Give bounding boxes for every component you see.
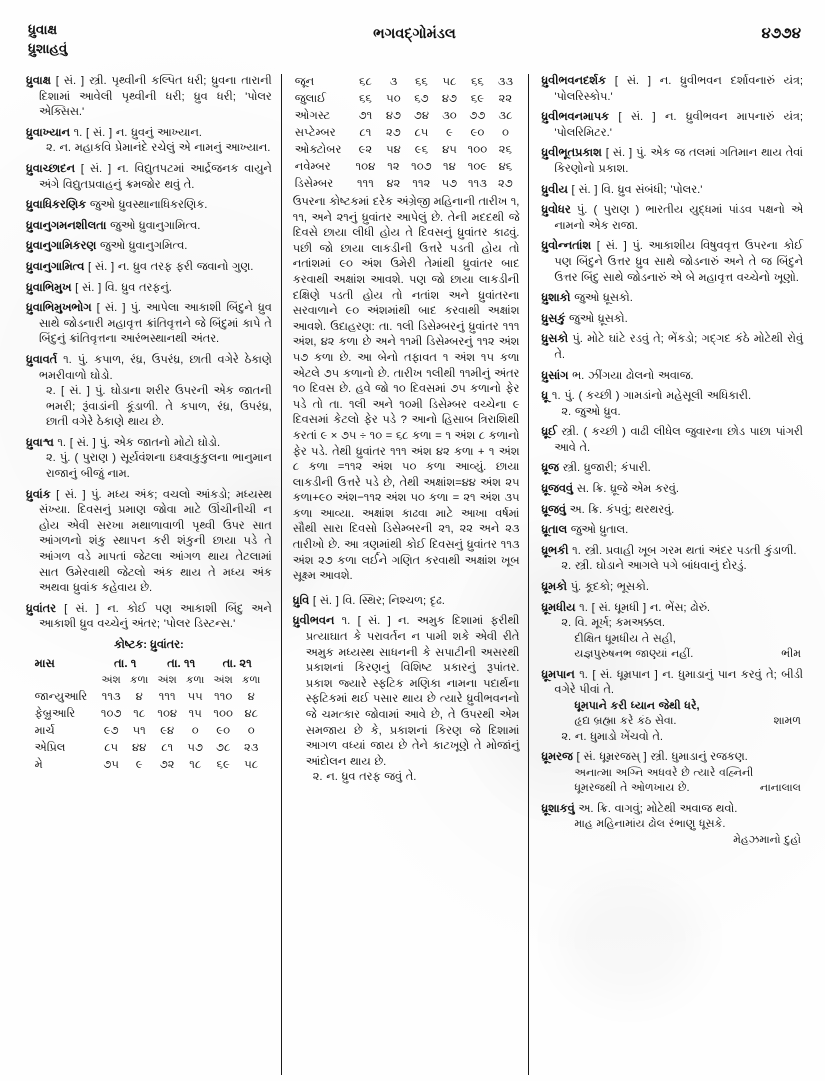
dictionary-entry (541, 110, 803, 141)
table-cell: ૪૬ (498, 161, 513, 173)
table-subheader-row (33, 673, 266, 689)
polar-distance-table (33, 656, 266, 774)
entry-definition: પું. ( પુરાણ ) ભારતીય યુદ્ધમાં પાંડવ પક્ષનો એ નામનો એક રાજા. (554, 204, 803, 232)
page-header (28, 22, 801, 70)
entry-headword: ધ્રૂજ (541, 462, 559, 475)
polar-distance-table-continued (293, 74, 520, 193)
table-caption: કોષ્ટક: ધ્રુવાંતર: (114, 639, 184, 651)
table-cell-month: નવેમ્બર (294, 161, 331, 173)
entry-definition: [ સં. ] ન. ધ્રુવ તરફ ફરી જવાનો ગુણ. (84, 260, 254, 273)
entry-sense: ૨. પું. ( પુરાણ ) સૂર્યવંશના ઇક્ષ્વાકુકુલના ભાનુમાન રાજાનું બીજું નામ. (46, 452, 272, 481)
table-cell: ૭૪ (413, 110, 429, 122)
entry-definition: જુઓ ધ્રુવાનુગમિત્વ. (96, 240, 188, 253)
table-cell: ૮૫ (414, 127, 429, 139)
entry-definition: ૧. [ સં. ] ન. ધ્રુવનું આખ્યાન. (69, 126, 202, 139)
table-cell: ૦ (247, 724, 255, 737)
column-3 (530, 74, 803, 1075)
table-cell: ૧૮ (133, 707, 146, 720)
entry-definition: પું. કૂદકો; ભૂસકો. (566, 581, 650, 594)
entry-headword: ધ્રુવાનુગમનશીલતા (26, 219, 107, 232)
dictionary-entry (26, 126, 272, 157)
entry-definition: [ સં. ] ન. વિદ્યુતપટમાં આર્દ્રજનક વાયુને અંગે વિદ્યુતપ્રવાહનું ક્રમજોર થવું તે. (39, 162, 272, 191)
entry-headword: ધ્રુવાક્ષ (26, 75, 51, 87)
table-cell: ૧૧૩ (467, 178, 487, 190)
table-subheader-ansh: અંશ (157, 673, 177, 686)
entry-definition: [ સં. ] પું. મધ્ય અંક; વચલો આંકડો; મધ્યસ્થ સંખ્યા. દિવસનું પ્રમાણ જોવા માટે ઊંચીનીચી ન હોય એવી સરખા મથાળાવાળી પૃથ્વી ઉપર સાત આંગળનો શંકુ સ્થાપન કરી શંકુની છાયા પડે તે આંગળ વડે માપતાં જેટલા આંગળ થાય તેટલામાં સાત ઉમેરવાથી જેટલો અંક થાય તે મધ્ય અંક અથવા ધ્રુવાંક કહેવાય છે. (39, 488, 272, 595)
entry-headword: ધ્રુસકું (541, 312, 566, 325)
dictionary-entry (541, 369, 803, 385)
table-row (33, 740, 266, 757)
table-cell: ૬૬ (358, 93, 372, 105)
entry-headword: ધ્રુવાંતર (26, 602, 56, 615)
table-subheader-blank (33, 673, 98, 689)
page-columns (26, 74, 803, 1075)
dictionary-entry (541, 389, 803, 420)
table-cell-month: સપ્ટેમ્બર (294, 127, 336, 139)
table-cell: ૬૭ (414, 93, 429, 105)
entry-definition: સ. ક્રિ. ધ્રૂજે એમ કરવું. (572, 483, 679, 496)
entry-sense: ૨. જુઓ ધ્રુવ. (561, 405, 621, 418)
table-cell: ૯૭ (103, 724, 119, 737)
table-cell: ૩૩ (497, 76, 514, 88)
table-subheader-kala: કળા (242, 673, 261, 686)
table-cell: ૬૬ (470, 76, 484, 88)
entry-verse-line: માહ મહિનામાંય ઢોલ રંભાણુ ધૂસકે. (574, 818, 726, 831)
dictionary-entry (541, 482, 803, 498)
entry-headword: ધ્રૂઈ (541, 426, 557, 439)
entry-headword: ધ્રૂશાકવું (541, 802, 575, 815)
entry-headword: ધ્રુવીભવનમાપક (541, 111, 609, 124)
dictionary-entry (541, 183, 803, 199)
table-row (293, 91, 520, 108)
table-cell: ૭૧ (358, 110, 373, 122)
entry-definition: ૧. સ્ત્રી. પ્રવાહી ખૂબ ગરમ થતાં અંદર પડતી કુંડાળી. (568, 544, 797, 557)
entry-definition: જુઓ ધ્રૂસકો. (570, 292, 633, 305)
dictionary-entry (26, 488, 272, 597)
table-subheader-kala: કળા (186, 673, 205, 686)
table-cell: ૧૫ (188, 707, 202, 720)
verse-text: યજ્ઞપુરુષનભ જાણ્યાં નહીં. (574, 648, 694, 661)
table-cell: ૮૧ (161, 741, 174, 754)
dictionary-entry (26, 239, 272, 255)
entry-definition: સ્ત્રી. ધ્રુજારી; કંપારી. (558, 462, 651, 475)
entry-headword: ધ્રુવાશ્વ (26, 436, 54, 449)
entry-headword: ધ્રુવાધિકરણિક (26, 199, 87, 212)
table-cell: ૬૬ (414, 76, 428, 88)
dictionary-entry (541, 668, 803, 746)
table-header-month: માસ (34, 657, 55, 670)
entry-headword: ધ્રુવાચ્છાદન (26, 162, 75, 175)
table-cell: ૯ (135, 758, 143, 771)
entry-headword: ધ્રુવિ (292, 594, 310, 607)
dictionary-entry (541, 239, 803, 286)
dictionary-entry (541, 291, 803, 307)
table-cell: ૩૮ (498, 110, 513, 122)
table-cell: ૯૨ (358, 144, 373, 156)
dictionary-entry (541, 544, 803, 575)
dictionary-entry (26, 436, 272, 483)
entry-definition: [ સં. ધૂમ્રરજસ્ ] સ્ત્રી. ધુમાડાનું રજકણ. (572, 751, 748, 764)
dictionary-entry (541, 601, 803, 663)
dictionary-entry (541, 312, 803, 328)
table-row (293, 74, 520, 91)
table-cell: ૫૭ (187, 741, 203, 754)
entry-definition: જુઓ ધ્રૂસકો. (565, 312, 628, 325)
table-cell-month: ડિસેમ્બર (294, 178, 334, 190)
entry-headword: ધ્રુવાનુગામિકરણ (26, 240, 97, 253)
entry-definition: [ સં. ] પું. એક જ તલમાં ગતિમાન થાય તેવાં કિરણોનો પ્રકાશ. (554, 147, 803, 175)
verse-text: હૃદ્ય બ્રહ્મા કરે કંઠ સેવા. (574, 715, 677, 728)
column-divider (528, 74, 529, 1075)
table-row (293, 159, 520, 176)
table-cell: ૧૧૩ (101, 690, 121, 703)
verse-attribution: મેહઝમાનો દુહો (733, 833, 801, 846)
dictionary-entry (541, 523, 803, 539)
table-header-date-21: તા. ૨૧ (222, 658, 252, 671)
table-cell: ૫૧ (132, 724, 146, 737)
table-cell: ૪ (135, 690, 143, 703)
table-cell: ૨૩ (243, 741, 259, 754)
entry-headword: ધ્રુવીય (541, 183, 568, 196)
dictionary-entry (26, 260, 272, 276)
table-subheader-ansh: અંશ (213, 673, 233, 686)
table-cell: ૧૦૦ (467, 144, 488, 156)
table-cell-month: જુલાઈ (294, 93, 327, 105)
verse-text: ધૂમરજથી તે ઓળખાય છે. (574, 782, 690, 795)
entry-headword: ધ્રૂમધીય (541, 601, 576, 614)
table-subheader-ansh: અંશ (101, 673, 121, 686)
dictionary-entry (26, 198, 272, 214)
table-cell: ૩૦ (442, 110, 457, 122)
table-header-row (33, 656, 266, 673)
table-row (33, 757, 266, 774)
entry-headword: ધ્રુવાનુગામિત્વ (26, 260, 85, 273)
table-cell: ૦ (501, 127, 509, 139)
dictionary-entry (541, 802, 803, 848)
table-cell: ૨૨ (498, 93, 513, 105)
entry-sense: ૨. ન. ધુમાડો ખેંચવો તે. (561, 730, 664, 743)
table-row (33, 723, 266, 740)
entry-definition: પું. મોટે ઘાંટે રડવું તે; ભેંકડો; ગદ્ગદ કંઠે મોટેથી રોવું તે. (554, 333, 803, 361)
entry-headword: ધ્રૂમરજ (541, 751, 573, 764)
verse-attribution: નાનાલાલ (759, 782, 801, 795)
entry-headword: ધ્રુવાખ્યાન (26, 126, 70, 139)
table-row (293, 125, 520, 142)
entry-headword: ધ્રુશાકો (541, 292, 571, 305)
entry-definition: ભ. ઝીંગયા ઢોલનો અવાજ. (568, 369, 694, 382)
entry-headword: ધ્રુવાભિમુખ (26, 281, 72, 294)
table-cell: ૮૫ (104, 741, 119, 754)
table-header-date-1: તા. ૧ (113, 658, 137, 671)
table-cell: ૯ (446, 127, 453, 139)
entry-verse-line (554, 647, 803, 662)
entry-verse-line: અનાત્મા અગ્નિ અધવરે છે ત્યારે વહ્નિની (574, 766, 754, 779)
table-cell: ૧૧૧ (158, 690, 176, 703)
dictionary-entry (541, 74, 803, 105)
table-cell: ૧૧૨ (412, 178, 431, 190)
table-cell: ૧૪ (443, 161, 456, 173)
entry-headword: ધ્રુવોધર (541, 204, 571, 217)
table-cell: ૧૧૦ (214, 690, 233, 703)
dictionary-entry (293, 594, 520, 610)
entry-headword: ધ્રુવાભિમુખભોગ (26, 302, 92, 315)
table-cell-month: માર્ચ (34, 724, 55, 737)
table-cell: ૪ (247, 690, 255, 703)
table-cell: ૭૮ (216, 741, 231, 754)
table-cell: ૧૦૯ (467, 161, 488, 173)
entry-sense: ૨. સ્ત્રી. ઘોડાને આગલે પગે બાંધવાનું દોરડું. (561, 560, 747, 573)
entry-sense: ૨. ન. મહાકવિ પ્રેમાનંદે રચેલું એ નામનું આખ્યાન. (46, 142, 271, 155)
entry-sense: ૨. ન. ધ્રુવ તરફ જવું તે. (312, 771, 417, 784)
table-cell: ૪૮ (244, 707, 258, 720)
entry-definition: [ સં. ] પું. આકાશીય વિષુવવૃત્ત ઉપરના કોઈ પણ બિંદુને ઉત્તર ધ્રુવ સાથે જોડનારું અને તે જ બિંદુને ઉત્તર બિંદુ સાથે જોડનારું એ બે મહાવૃત્ત વચ્ચેનો ખૂણો. (554, 240, 803, 284)
table-cell: ૪૨ (386, 178, 401, 190)
dictionary-title: ભગવદ્ગોમંડલ (373, 26, 456, 42)
running-head-first-word: ધ્રુવાક્ષ (28, 22, 58, 37)
table-cell: ૧૦૭ (411, 161, 432, 173)
table-cell: ૭૭ (469, 110, 486, 122)
table-subheader-kala: કળા (130, 673, 149, 686)
dictionary-entry (541, 580, 803, 596)
dictionary-entry (26, 162, 272, 193)
table-cell: ૪૪ (132, 741, 147, 754)
entry-definition: [ સં. ] વિ. ધ્રુવ તરફનું. (71, 281, 172, 294)
table-cell: ૬૯ (470, 93, 485, 105)
running-head-last-word: ધ્રુશાહવું (28, 41, 68, 56)
entry-sense: ૨. વિ. મૂર્ખ; કમઅક્કલ. (561, 617, 666, 630)
table-cell: ૧૦૪ (355, 161, 376, 173)
entry-verse-line: દીક્ષિત ધૂમધીય તે સહી, (574, 632, 676, 645)
entry-definition: જુઓ ધ્રુવસ્થાનાધિકરણિક. (86, 199, 208, 212)
table-cell: ૧૦૭ (100, 707, 122, 720)
dictionary-entry (26, 281, 272, 297)
table-cell: ૯૪ (160, 724, 175, 737)
table-cell: ૦ (191, 724, 199, 737)
dictionary-entry (541, 332, 803, 363)
table-cell-month: મે (34, 758, 43, 771)
table-cell: ૨૬ (498, 144, 512, 156)
table-cell: ૫૦ (386, 93, 401, 105)
entry-definition: ૧. [ સં. ] ન. અમુક દિશામાં ફરીથી પ્રત્યાઘાત કે પરાવર્તન ન પામી શકે એવી રીતે અમુક મધ્યસ્થ સાધનની કે સપાટીની અસરથી પ્રકાશનાં કિરણનું વિશિષ્ટ પ્રકારનું રૂપાંતર. પ્રકાશ જ્યારે સ્ફટિક મણિકા નામના પદાર્થના સ્ફટિકમાં થઈ પસાર થાય છે ત્યારે ધ્રુવીભવનનો જે ચમત્કાર જોવામાં આવે છે, તે ઉપરથી એમ સમજાય છે કે, પ્રકાશનાં કિરણ જે દિશામાં આગળ વધ્યાં જાય છે તેને કાટખૂણે તે મોજાંનું આંદોલન થાય છે. (305, 615, 520, 768)
table-cell: ૪૭ (441, 93, 457, 105)
table-cell: ૬૯ (216, 758, 230, 771)
table-header-date-11: તા. ૧૧ (167, 658, 196, 671)
entry-definition: સ્ત્રી. ( કચ્છી ) વાઢી લીધેલ જુવારના છોડ પાછા પાંગરી આવે તે. (554, 426, 803, 454)
entry-definition: [ સં. ] ન. ધ્રુવીભવન માપનારું યંત્ર; 'પોલરિમિટર.' (554, 111, 803, 139)
dictionary-entry (541, 461, 803, 477)
dictionary-entry (293, 614, 520, 786)
entry-sense: ૨. [ સં. ] પું. ઘોડાના શરીર ઉપરની એક જાતની ભમરી; રૂંવાડાંની કૂંડાળી. તે કપાળ, રંધ્ર, ઉપરંધ્ર, છાતી વગેરે ઠેકાણે થાય છે. (46, 385, 272, 429)
table-cell: ૫૪ (386, 144, 401, 156)
table-row (293, 142, 520, 159)
entry-headword: ધ્રૂમકો (541, 581, 567, 594)
entry-headword: ધ્રુસાંગ (541, 369, 569, 382)
entry-definition: અ. ક્રિ. વાગવું; મોટેથી અવાજ થવો. (574, 802, 738, 815)
table-cell: ૫૮ (244, 758, 259, 771)
entry-headword: ધ્રુસકો (541, 333, 569, 346)
table-cell: ૬૮ (359, 76, 372, 88)
dictionary-entry (26, 353, 272, 431)
table-cell: ૫૫ (187, 690, 203, 703)
entry-headword: ધ્રૂમપાન (541, 668, 575, 681)
dictionary-entry (26, 602, 272, 633)
entry-headword: ધ્રૂજવું (541, 503, 566, 516)
dictionary-entry (26, 301, 272, 348)
entry-definition: ૧. [ સં. ધૂમ્રપાન ] ન. ધુમાડાનું પાન કરવું તે; બીડી વગેરે પીવાં તે. (554, 668, 803, 697)
table-row (293, 176, 520, 193)
table-cell: ૯૬ (414, 144, 429, 156)
table-cell: ૧૦૪ (157, 707, 178, 720)
column-divider (281, 74, 282, 1075)
table-cell-month: ફેબ્રુઆરિ (34, 707, 76, 720)
dictionary-entry (26, 74, 272, 121)
table-cell: ૪૫ (442, 144, 457, 156)
column-2 (283, 74, 528, 1075)
table-cell: ૪૭ (385, 110, 401, 122)
dictionary-entry (541, 503, 803, 519)
entry-definition: ૧. પું. કપાળ, રંધ્ર, ઉપરંધ્ર, છાતી વગેરે ઠેકાણે ભમરીવાળો ઘોડો. (39, 353, 272, 382)
entry-definition: ૧. પું. ( કચ્છી ) ગામડાંનો મહેસૂલી અધિકારી. (548, 390, 752, 403)
table-cell: ૯૦ (470, 127, 485, 139)
entry-verse-line (554, 714, 803, 729)
entry-definition: અ. ક્રિ. કંપવું; થરથરવું. (565, 503, 675, 516)
dictionary-entry (541, 750, 803, 796)
dictionary-entry (541, 203, 803, 234)
table-cell: ૧૦૦ (213, 707, 233, 720)
table-cell-month: ઓક્ટોબર (294, 144, 342, 156)
entry-headword: ધ્રુવાંક (26, 488, 51, 501)
entry-definition: [ સં. ] વિ. સ્થિર; નિશ્ચળ; દૃઢ. (309, 594, 445, 607)
entry-definition: [ સં. ] ન. ધ્રુવીભવન દર્શાવનારું યંત્ર; 'પોલરિસ્કોપ.' (554, 75, 803, 103)
entry-headword: ધ્રૂતાલ (541, 524, 567, 537)
entry-definition: [ સં. ] ન. કોઈ પણ આકાશી બિંદુ અને આકાશી ધ્રુવ વચ્ચેનું અંતર; 'પોલર ડિસ્ટન્સ.' (39, 602, 272, 631)
entry-headword: ધ્રુવીભૂતપ્રકાશ (541, 147, 602, 160)
table-cell-month: જૂન (294, 76, 315, 88)
dictionary-entry (541, 425, 803, 456)
entry-headword: ધ્રુવાવર્ત (26, 353, 58, 366)
entry-verse-line (554, 781, 803, 796)
entry-verse-line: ધૂમપાને કરી ધ્યાન જેથી ધરે, (574, 699, 700, 712)
table-cell-month: ઓગસ્ટ (294, 110, 331, 122)
entry-definition: ૧. [ સં. ધૂમધી ] ન. ભેંસ; ઢોરું. (575, 601, 711, 614)
entry-headword: ધ્રુવોન્નતાંશ (541, 240, 592, 253)
entry-definition: જુઓ ધ્રુવાનુગામિત્વ. (106, 219, 201, 232)
table-row (33, 689, 266, 706)
entry-headword: ધ્રુવીભવનદર્શક (541, 75, 606, 87)
column-1 (26, 74, 280, 1075)
table-row (293, 108, 520, 125)
table-cell: ૭૨ (159, 758, 175, 771)
table-cell-month: એપ્રિલ (34, 741, 66, 754)
table-cell: ૨૭ (386, 127, 401, 139)
verse-attribution: શામળ (773, 715, 801, 728)
verse-attribution: ભીમ (781, 648, 801, 661)
entry-headword: ધ્રૂભકી (541, 544, 569, 557)
table-cell: ૧૮ (189, 758, 202, 771)
table-cell-month: જાન્યુઆરિ (34, 690, 88, 703)
table-cell: ૧૧૧ (356, 178, 374, 190)
table-row (33, 706, 266, 723)
entry-headword: ધ્રૂ (541, 390, 549, 403)
table-cell: ૧૨ (387, 161, 400, 173)
table-cell: ૫૭ (441, 178, 458, 190)
entry-definition: [ સં. ] પું. આપેલા આકાશી બિંદુને ધ્રુવ સાથે જોડનારી મહાવૃત્ત ક્રાંતિવૃત્તને જે બિંદુમાં કાપે તે બિંદુનું ક્રાંતિવૃત્તના આરંભસ્થાનથી અંતર. (39, 302, 272, 346)
entry-definition: [ સં. ] વિ. ધ્રુવ સંબંધી; 'પોલર.' (567, 183, 703, 196)
entry-headword: ધ્રુવીભવન (292, 615, 335, 628)
table-cell: ૭૫ (103, 758, 119, 771)
page-number: ૪૭૭૪ (761, 25, 801, 42)
entry-headword: ધ્રૂજવવું (541, 483, 573, 496)
table-cell: ૯૦ (216, 724, 231, 737)
entry-definition: [ સં. ] સ્ત્રી. પૃથ્વીની કલ્પિત ધરી; ધ્રુવના તારાની દિશામાં આવેલી પૃથ્વીની ધરી; ધ્રુવ ધરી; 'પોલર એક્સિસ.' (39, 75, 272, 119)
dictionary-entry (26, 219, 272, 235)
entry-definition: ૧. [ સં. ] પું. એક જાતનો મોટો ઘોડો. (53, 436, 221, 449)
table-cell: ૨૭ (498, 178, 513, 190)
dictionary-entry (541, 146, 803, 177)
entry-definition: જુઓ ધ્રુતાલ. (566, 524, 629, 537)
table-explanation-paragraph: ઉપરના કોષ્ટકમાં દરેક અંગ્રેજી મહિનાની તારીખ ૧, ૧૧, અને ૨૧નું ધ્રુવાંતર આપેલું છે. તેની મદદથી જે દિવસે છાયા લીધી હોય તે દિવસનું ધ્રુવાંતર કાઢવું. પછી જો છાયા લાકડીની ઉત્તરે પડતી હોય તો નતાંશમાં ૯૦ અંશ ઉમેરી તેમાંથી ધ્રુવાંતર બાદ કરવાથી અક્ષાંશ આવશે. પણ જો છાયા લાકડીની દક્ષિણે પડતી હોય તો નતાંશ અને ધ્રુવાંતરના સરવાળાને ૯૦ અંશમાંથી બાદ કરવાથી અક્ષાંશ આવશે. ઉદાહરણ: તા. ૧લી ડિસેમ્બરનું ધ્રુવાંતર ૧૧૧ અંશ, ૪૨ કળા છે અને ૧૧મી ડિસેમ્બરનું ૧૧૨ અંશ ૫૭ કળા છે. આ બેનો તફાવત ૧ અંશ ૧૫ કળા એટલે ૭૫ કળાનો છે. તારીખ ૧લીથી ૧૧મીનું અંતર ૧૦ દિવસ છે. હવે જો ૧૦ દિવસમાં ૭૫ કળાનો ફેર પડે તો તા. ૧લી અને ૧૦મી ડિસેમ્બર વચ્ચેના ૯ દિવસમાં કેટલો ફેર પડે ? આનો હિસાબ ત્રિરાશિથી કરતાં ૯ × ૭૫ ÷ ૧૦ = ૬૮ કળા = ૧ અંશ ૮ કળાનો ફેર પડે. તેથી ધ્રુવાંતર ૧૧૧ અંશ ૪૨ કળા + ૧ અંશ ૮ કળા =૧૧૨ અંશ ૫૦ કળા આવ્યું. છાયા લાકડીની ઉત્તરે પડે છે, તેથી અક્ષાંશ=૪૪ અંશ ૨૫ કળા+૯૦ અંશ−૧૧૨ અંશ ૫૦ કળા = ૨૧ અંશ ૩૫ કળા આવ્યા. અક્ષાંશ કાઢવા માટે આખા વર્ષમાં સૌથી સારા દિવસો ડિસેમ્બરની ૨૧, ૨૨ અને ૨૩ તારીખો છે. આ ત્રણમાંથી કોઈ દિવસનું ધ્રુવાંતર ૧૧૩ અંશ ૨૭ કળા લર્ઈને ગણિત કરવાથી અક્ષાંશ ખૂબ સૂક્ષ્મ આવશે. (292, 196, 520, 583)
table-cell: ૩ (389, 76, 398, 88)
table-cell: ૮૧ (359, 127, 372, 139)
table-cell: ૫૮ (442, 76, 457, 88)
